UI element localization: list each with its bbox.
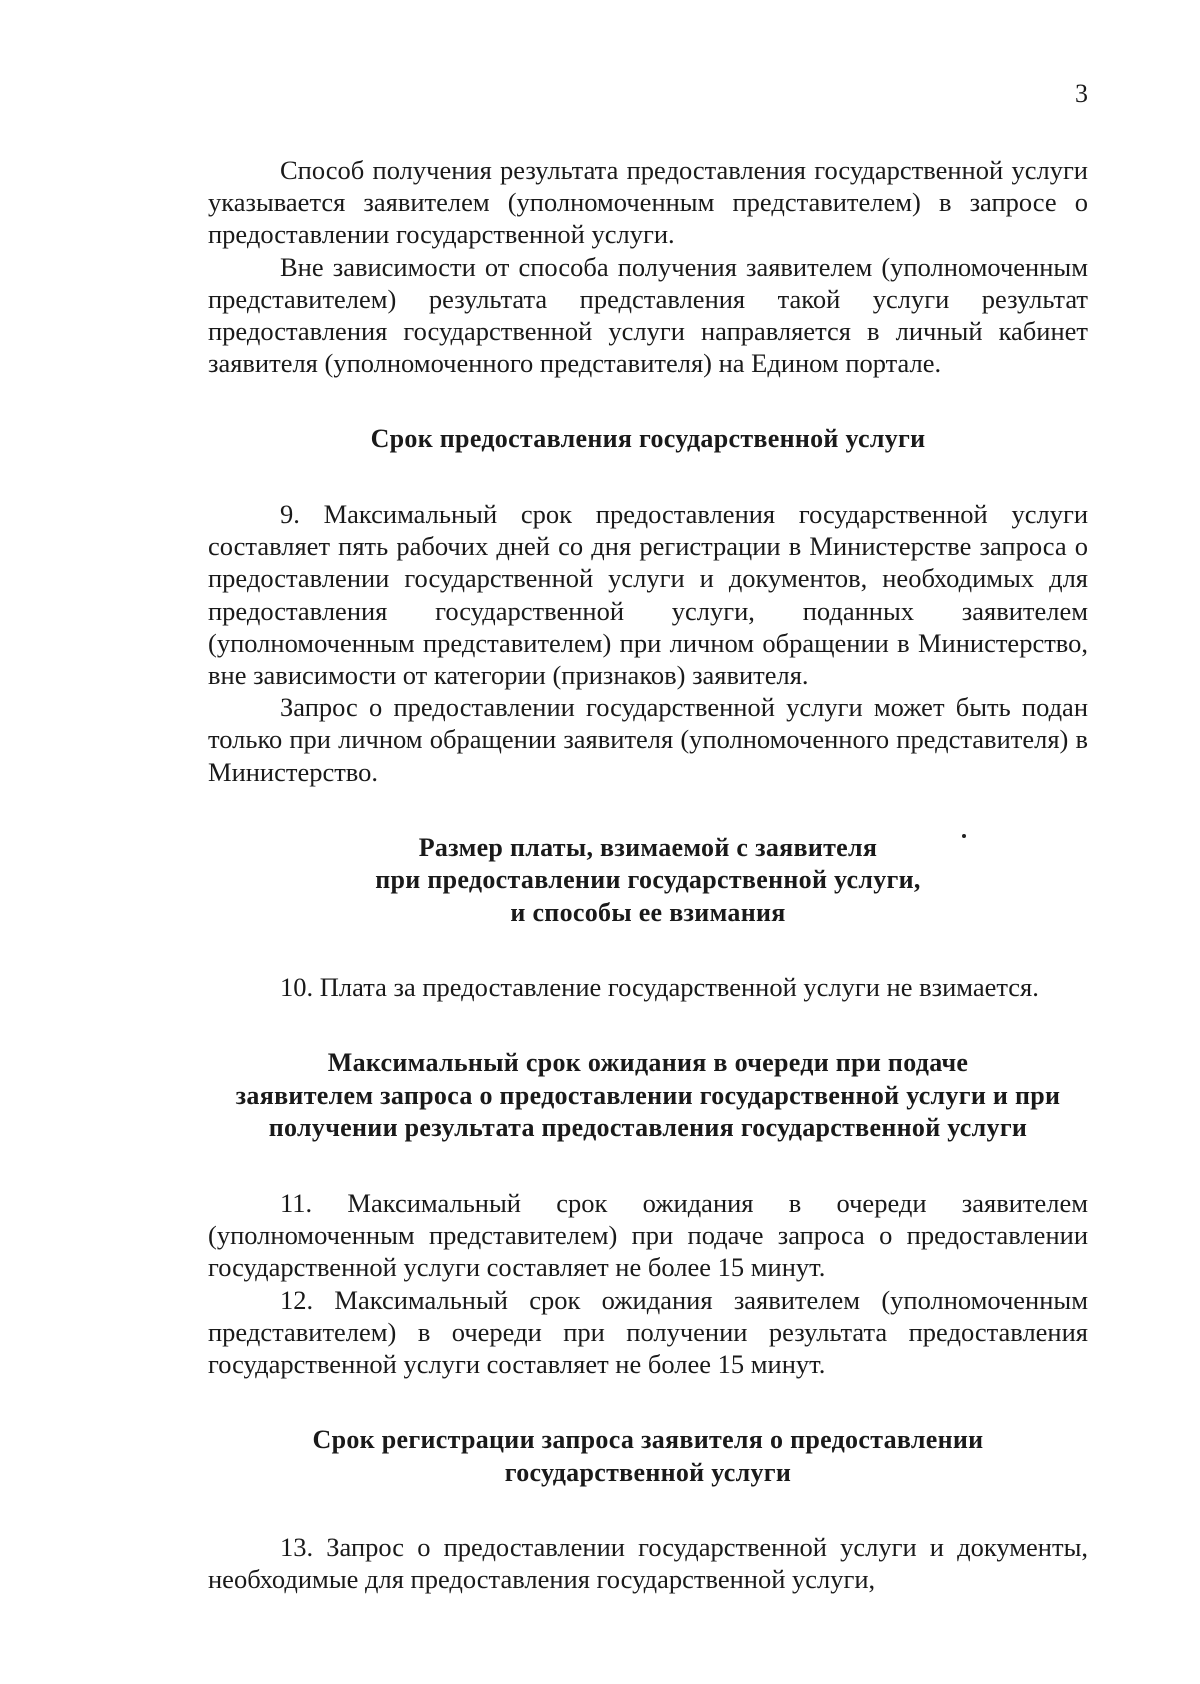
heading-line: Размер платы, взимаемой с заявителя xyxy=(418,832,878,862)
heading-line: Максимальный срок ожидания в очереди при подаче xyxy=(327,1048,969,1078)
heading-queue-wait xyxy=(208,1047,1088,1145)
heading-service-term xyxy=(208,423,1088,456)
heading-line: государственной услуги xyxy=(504,1457,792,1487)
heading-line: Срок регистрации запроса заявителя о предоставлении xyxy=(312,1425,984,1455)
paragraph-item-11: 11. Максимальный срок ожидания в очереди заявителем (уполномоченным представителем) при подаче запроса о предоставлении государственной услуги составляет не более 15 минут. xyxy=(208,1187,1088,1283)
heading-line: заявителем запроса о предоставлении государственной услуги и при xyxy=(235,1080,1061,1110)
paragraph-item-13: 13. Запрос о предоставлении государственной услуги и документы, необходимые для предоставления государственной услуги, xyxy=(208,1532,1088,1595)
heading-line: Срок предоставления государственной услуги xyxy=(370,424,926,454)
paragraph-item-9: 9. Максимальный срок предоставления государственной услуги составляет пять рабочих дней со дня регистрации в Министерстве запроса о предоставлении государственной услуги и документов, необходимых для предоставления государственной услуги, поданных заявителем (уполномоченным представителем) при личном обращении в Министерство, вне зависимости от категории (признаков) заявителя. xyxy=(208,498,1088,690)
heading-registration-term xyxy=(208,1424,1088,1489)
heading-line: получении результата предоставления государственной услуги xyxy=(268,1113,1028,1143)
scan-artifact-dot xyxy=(962,834,966,838)
paragraph-personal-cabinet: Вне зависимости от способа получения заявителем (уполномоченным представителем) результата представления такой услуги результат предоставления государственной услуги направляется в личный кабинет заявителя (уполномоченного представителя) на Едином портале. xyxy=(208,251,1088,379)
paragraph-request-in-person: Запрос о предоставлении государственной услуги может быть подан только при личном обращении заявителя (уполномоченного представителя) в Министерство. xyxy=(208,692,1088,787)
paragraph-item-12: 12. Максимальный срок ожидания заявителем (уполномоченным представителем) в очереди при получении результата предоставления государственной услуги составляет не более 15 минут. xyxy=(208,1284,1088,1379)
heading-fee xyxy=(208,832,1088,930)
paragraph-item-10: 10. Плата за предоставление государственной услуги не взимается. xyxy=(280,972,1039,1003)
paragraph-result-method: Способ получения результата предоставления государственной услуги указывается заявителем (уполномоченным представителем) в запросе о предоставлении государственной услуги. xyxy=(208,155,1088,250)
page-number: 3 xyxy=(1075,79,1088,108)
heading-line: при предоставлении государственной услуги, xyxy=(375,865,921,895)
document-body xyxy=(208,154,1088,1596)
heading-line: и способы ее взимания xyxy=(510,897,786,927)
